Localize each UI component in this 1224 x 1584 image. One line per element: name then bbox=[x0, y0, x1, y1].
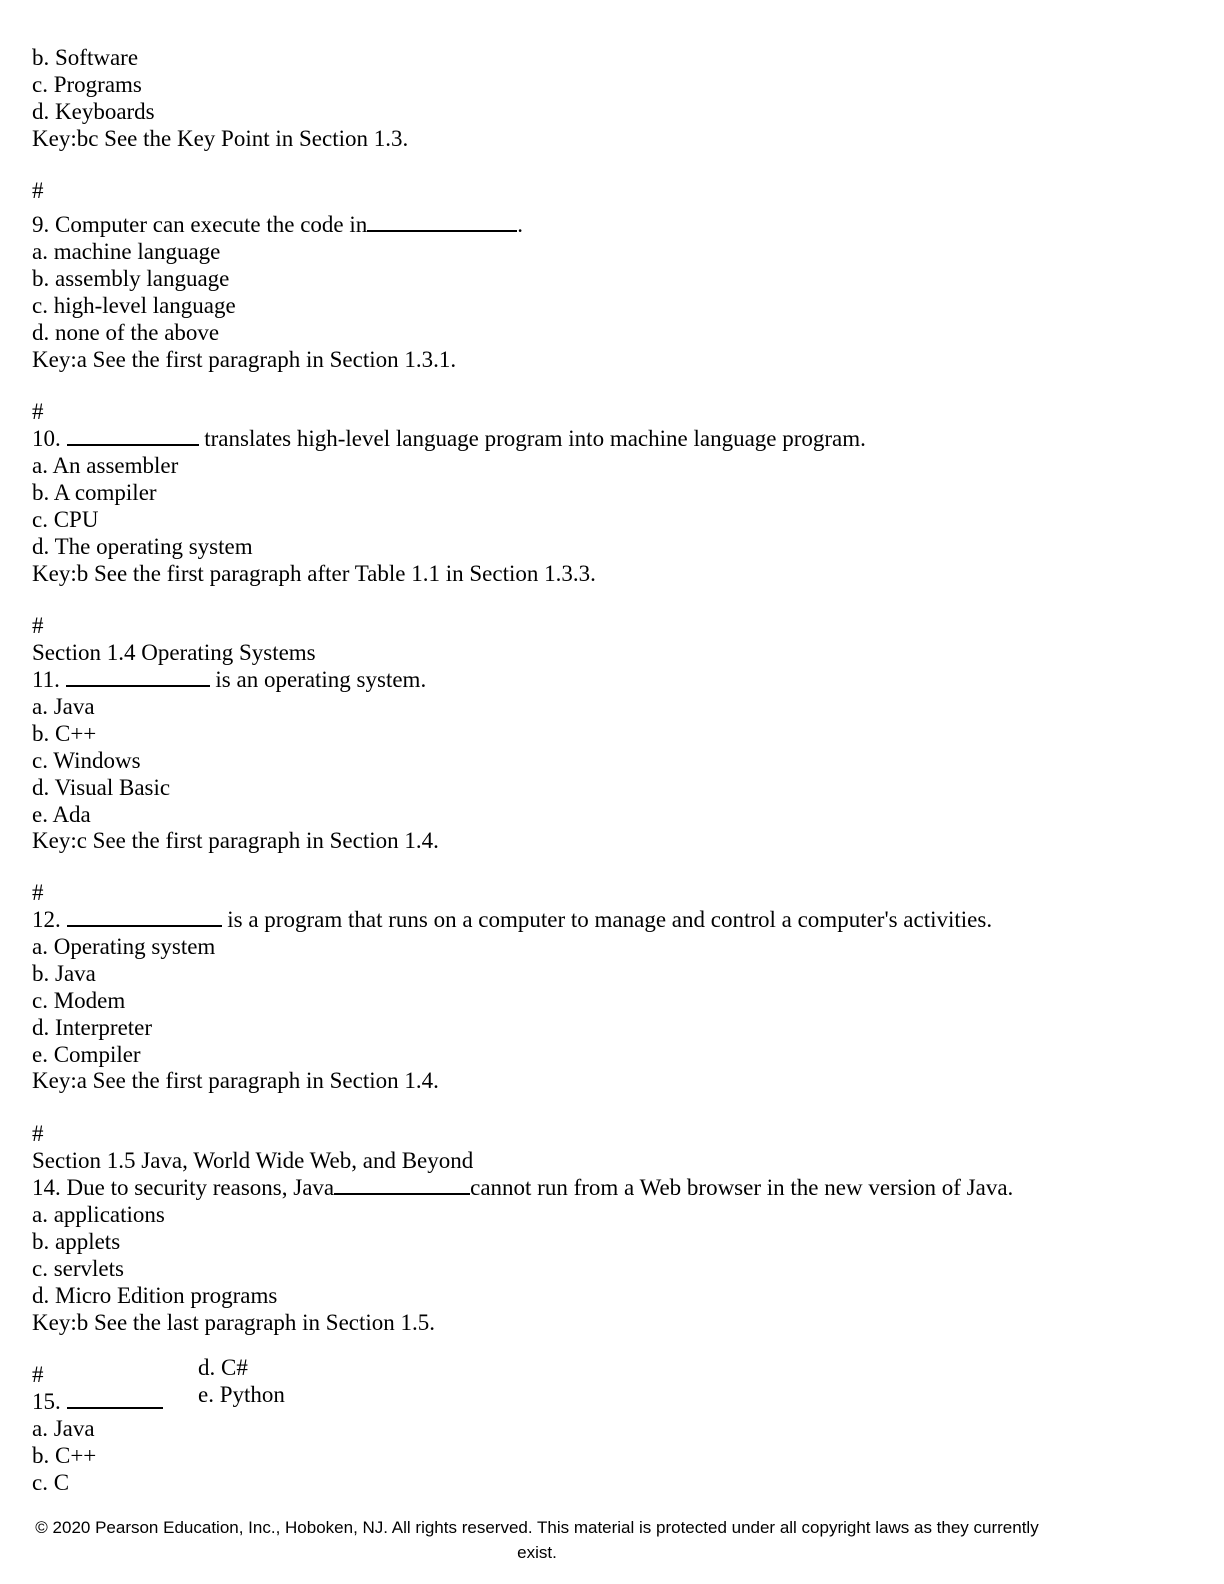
option-line: b. Java bbox=[32, 961, 96, 986]
option-line: e. Compiler bbox=[32, 1042, 141, 1067]
answer-key: Key:b See the last paragraph in Section 1.5. bbox=[32, 1310, 436, 1335]
copyright-footer: © 2020 Pearson Education, Inc., Hoboken, NJ. All rights reserved. This material is protected under all copyright laws as they currently bbox=[35, 1518, 1039, 1537]
option-line: b. C++ bbox=[32, 721, 97, 746]
copyright-footer-continued: exist. bbox=[517, 1543, 557, 1562]
option-line: a. Java bbox=[32, 694, 95, 719]
answer-blank bbox=[66, 667, 210, 687]
option-line: c. high-level language bbox=[32, 293, 236, 318]
option-line: b. Software bbox=[32, 45, 139, 70]
answer-blank bbox=[367, 212, 517, 232]
answer-key: Key:bc See the Key Point in Section 1.3. bbox=[32, 126, 409, 151]
separator: # bbox=[32, 1121, 44, 1146]
separator: # bbox=[32, 178, 44, 203]
question-14-stem: 14. Due to security reasons, Java cannot run from a Web browser in the new version of Java. bbox=[32, 1175, 1014, 1200]
separator: # bbox=[32, 613, 44, 638]
option-line: c. C bbox=[32, 1470, 70, 1495]
option-line: d. Micro Edition programs bbox=[32, 1283, 278, 1308]
question-9-stem: 9. Computer can execute the code in . bbox=[32, 212, 524, 237]
option-line: b. assembly language bbox=[32, 266, 230, 291]
option-line: b. C++ bbox=[32, 1443, 97, 1468]
option-line: d. Keyboards bbox=[32, 99, 155, 124]
answer-key: Key:c See the first paragraph in Section 1.4. bbox=[32, 828, 439, 853]
question-12-stem: 12. is a program that runs on a computer to manage and control a computer's activities. bbox=[32, 907, 993, 932]
option-line: d. Visual Basic bbox=[32, 775, 171, 800]
option-line: a. applications bbox=[32, 1202, 165, 1227]
answer-blank bbox=[334, 1175, 470, 1195]
answer-blank bbox=[67, 426, 199, 446]
answer-key: Key:b See the first paragraph after Table 1.1 in Section 1.3.3. bbox=[32, 561, 596, 586]
question-15-stem: 15. bbox=[32, 1389, 163, 1415]
option-line: c. Programs bbox=[32, 72, 142, 97]
answer-blank bbox=[67, 907, 222, 927]
option-line: e. Python bbox=[198, 1382, 285, 1407]
option-line: d. none of the above bbox=[32, 320, 220, 345]
question-10-stem: 10. translates high-level language program into machine language program. bbox=[32, 426, 866, 451]
answer-key: Key:a See the first paragraph in Section 1.3.1. bbox=[32, 347, 457, 372]
option-line: d. The operating system bbox=[32, 534, 253, 559]
option-line: e. Ada bbox=[32, 802, 91, 827]
option-line: d. Interpreter bbox=[32, 1015, 153, 1040]
option-line: a. Operating system bbox=[32, 934, 216, 959]
question-11-stem: 11. is an operating system. bbox=[32, 667, 427, 692]
option-line: a. Java bbox=[32, 1416, 95, 1441]
option-line: c. Modem bbox=[32, 988, 126, 1013]
option-line: a. machine language bbox=[32, 239, 221, 264]
option-line: b. applets bbox=[32, 1229, 121, 1254]
option-line: c. Windows bbox=[32, 748, 141, 773]
section-heading: Section 1.5 Java, World Wide Web, and Beyond bbox=[32, 1148, 474, 1173]
option-line: c. servlets bbox=[32, 1256, 124, 1281]
option-line: d. C# bbox=[198, 1355, 248, 1380]
separator: # bbox=[32, 880, 44, 905]
separator: # bbox=[32, 399, 44, 424]
answer-blank bbox=[67, 1389, 163, 1409]
option-line: b. A compiler bbox=[32, 480, 157, 505]
section-heading: Section 1.4 Operating Systems bbox=[32, 640, 316, 665]
option-line: c. CPU bbox=[32, 507, 99, 532]
answer-key: Key:a See the first paragraph in Section 1.4. bbox=[32, 1068, 439, 1093]
separator: # bbox=[32, 1362, 44, 1387]
option-line: a. An assembler bbox=[32, 453, 179, 478]
